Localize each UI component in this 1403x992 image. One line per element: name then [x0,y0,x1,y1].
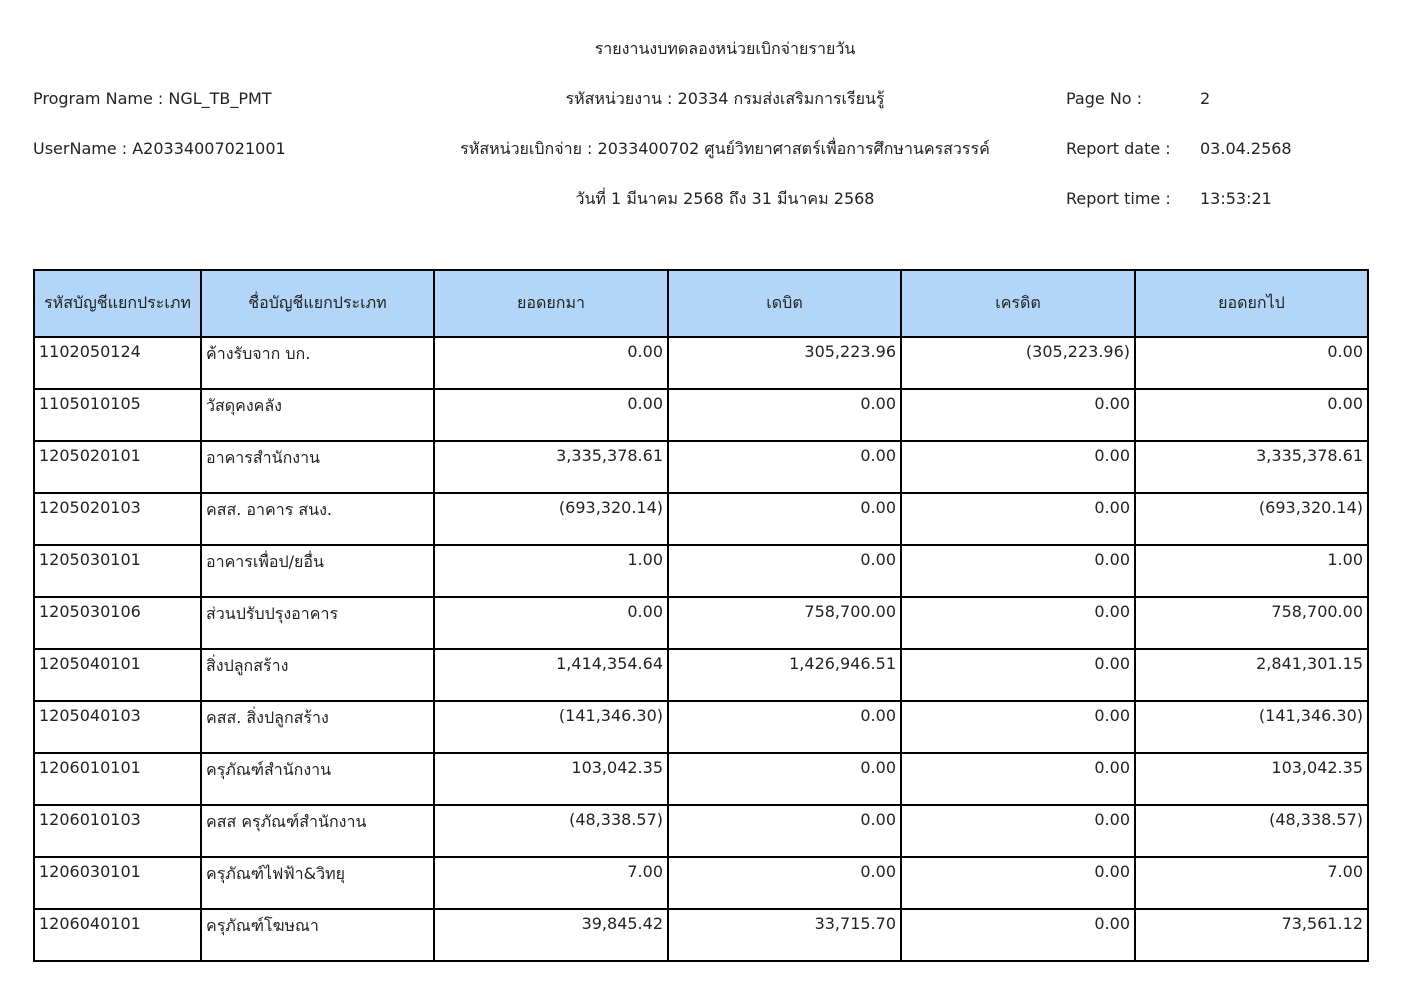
table-row [34,909,1368,961]
closing-balance-cell: 1.00 [1135,545,1368,597]
account-name-cell: ค้างรับจาก บก. [201,337,434,389]
opening-balance-cell: 0.00 [434,337,668,389]
debit-cell: 0.00 [668,493,901,545]
debit-cell: 0.00 [668,857,901,909]
opening-balance-cell: 103,042.35 [434,753,668,805]
table-row [34,493,1368,545]
opening-balance-cell: 39,845.42 [434,909,668,961]
account-name-cell: คสส. อาคาร สนง. [201,493,434,545]
account-code-cell: 1102050124 [34,337,201,389]
credit-cell: 0.00 [901,493,1135,545]
account-name-cell: คสส. สิ่งปลูกสร้าง [201,701,434,753]
credit-cell: 0.00 [901,649,1135,701]
account-name-cell: วัสดุคงคลัง [201,389,434,441]
opening-balance-cell: 3,335,378.61 [434,441,668,493]
credit-cell: 0.00 [901,909,1135,961]
credit-cell: 0.00 [901,389,1135,441]
disbursement-unit: รหัสหน่วยเบิกจ่าย : 2033400702 ศูนย์วิทยาศาสตร์เพื่อการศึกษานครสวรรค์ [460,139,990,158]
col-header-closing-balance: ยอดยกไป [1135,270,1368,337]
opening-balance-cell: (48,338.57) [434,805,668,857]
account-code-cell: 1205020101 [34,441,201,493]
account-name-cell: อาคารสำนักงาน [201,441,434,493]
col-header-credit: เครดิต [901,270,1135,337]
credit-cell: (305,223.96) [901,337,1135,389]
debit-cell: 1,426,946.51 [668,649,901,701]
credit-cell: 0.00 [901,753,1135,805]
account-name-cell: อาคารเพื่อป/ยอื่น [201,545,434,597]
report-date-label: Report date : [1066,139,1171,158]
account-code-cell: 1105010105 [34,389,201,441]
col-header-account-code: รหัสบัญชีแยกประเภท [34,270,201,337]
debit-cell: 0.00 [668,389,901,441]
page-no-value: 2 [1200,89,1211,108]
opening-balance-cell: 1.00 [434,545,668,597]
closing-balance-cell: (48,338.57) [1135,805,1368,857]
report-time-value: 13:53:21 [1200,189,1272,208]
credit-cell: 0.00 [901,441,1135,493]
closing-balance-cell: 73,561.12 [1135,909,1368,961]
debit-cell: 0.00 [668,545,901,597]
closing-balance-cell: 103,042.35 [1135,753,1368,805]
unit-code: รหัสหน่วยงาน : 20334 กรมส่งเสริมการเรียนรู้ [565,89,885,108]
account-code-cell: 1206030101 [34,857,201,909]
debit-cell: 305,223.96 [668,337,901,389]
table-row [34,545,1368,597]
closing-balance-cell: 758,700.00 [1135,597,1368,649]
closing-balance-cell: (141,346.30) [1135,701,1368,753]
account-code-cell: 1206040101 [34,909,201,961]
report-time-label: Report time : [1066,189,1171,208]
debit-cell: 0.00 [668,441,901,493]
account-name-cell: สิ่งปลูกสร้าง [201,649,434,701]
account-code-cell: 1205020103 [34,493,201,545]
closing-balance-cell: 3,335,378.61 [1135,441,1368,493]
ledger-table [33,269,1369,962]
table-header-row [34,270,1368,337]
account-name-cell: ครุภัณฑ์ไฟฟ้า&วิทยุ [201,857,434,909]
account-name-cell: ครุภัณฑ์โฆษณา [201,909,434,961]
table-row [34,701,1368,753]
credit-cell: 0.00 [901,701,1135,753]
col-header-debit: เดบิต [668,270,901,337]
table-row [34,805,1368,857]
opening-balance-cell: (693,320.14) [434,493,668,545]
page-no-label: Page No : [1066,89,1143,108]
debit-cell: 0.00 [668,805,901,857]
opening-balance-cell: 1,414,354.64 [434,649,668,701]
user-name: UserName : A20334007021001 [33,139,286,158]
debit-cell: 0.00 [668,701,901,753]
opening-balance-cell: 7.00 [434,857,668,909]
debit-cell: 758,700.00 [668,597,901,649]
debit-cell: 33,715.70 [668,909,901,961]
closing-balance-cell: 2,841,301.15 [1135,649,1368,701]
credit-cell: 0.00 [901,857,1135,909]
date-range: วันที่ 1 มีนาคม 2568 ถึง 31 มีนาคม 2568 [575,189,875,208]
closing-balance-cell: 7.00 [1135,857,1368,909]
opening-balance-cell: 0.00 [434,597,668,649]
account-code-cell: 1206010101 [34,753,201,805]
opening-balance-cell: (141,346.30) [434,701,668,753]
table-row [34,649,1368,701]
table-row [34,337,1368,389]
closing-balance-cell: 0.00 [1135,337,1368,389]
program-name: Program Name : NGL_TB_PMT [33,89,272,108]
report-date-value: 03.04.2568 [1200,139,1292,158]
account-code-cell: 1205040103 [34,701,201,753]
debit-cell: 0.00 [668,753,901,805]
account-code-cell: 1205030101 [34,545,201,597]
table-row [34,753,1368,805]
account-code-cell: 1206010103 [34,805,201,857]
account-name-cell: ส่วนปรับปรุงอาคาร [201,597,434,649]
opening-balance-cell: 0.00 [434,389,668,441]
account-name-cell: ครุภัณฑ์สำนักงาน [201,753,434,805]
credit-cell: 0.00 [901,597,1135,649]
report-title: รายงานงบทดลองหน่วยเบิกจ่ายรายวัน [594,39,856,58]
table-row [34,597,1368,649]
col-header-account-name: ชื่อบัญชีแยกประเภท [201,270,434,337]
table-row [34,441,1368,493]
account-name-cell: คสส ครุภัณฑ์สำนักงาน [201,805,434,857]
table-row [34,857,1368,909]
col-header-opening-balance: ยอดยกมา [434,270,668,337]
credit-cell: 0.00 [901,545,1135,597]
closing-balance-cell: (693,320.14) [1135,493,1368,545]
credit-cell: 0.00 [901,805,1135,857]
account-code-cell: 1205040101 [34,649,201,701]
account-code-cell: 1205030106 [34,597,201,649]
table-row [34,389,1368,441]
closing-balance-cell: 0.00 [1135,389,1368,441]
